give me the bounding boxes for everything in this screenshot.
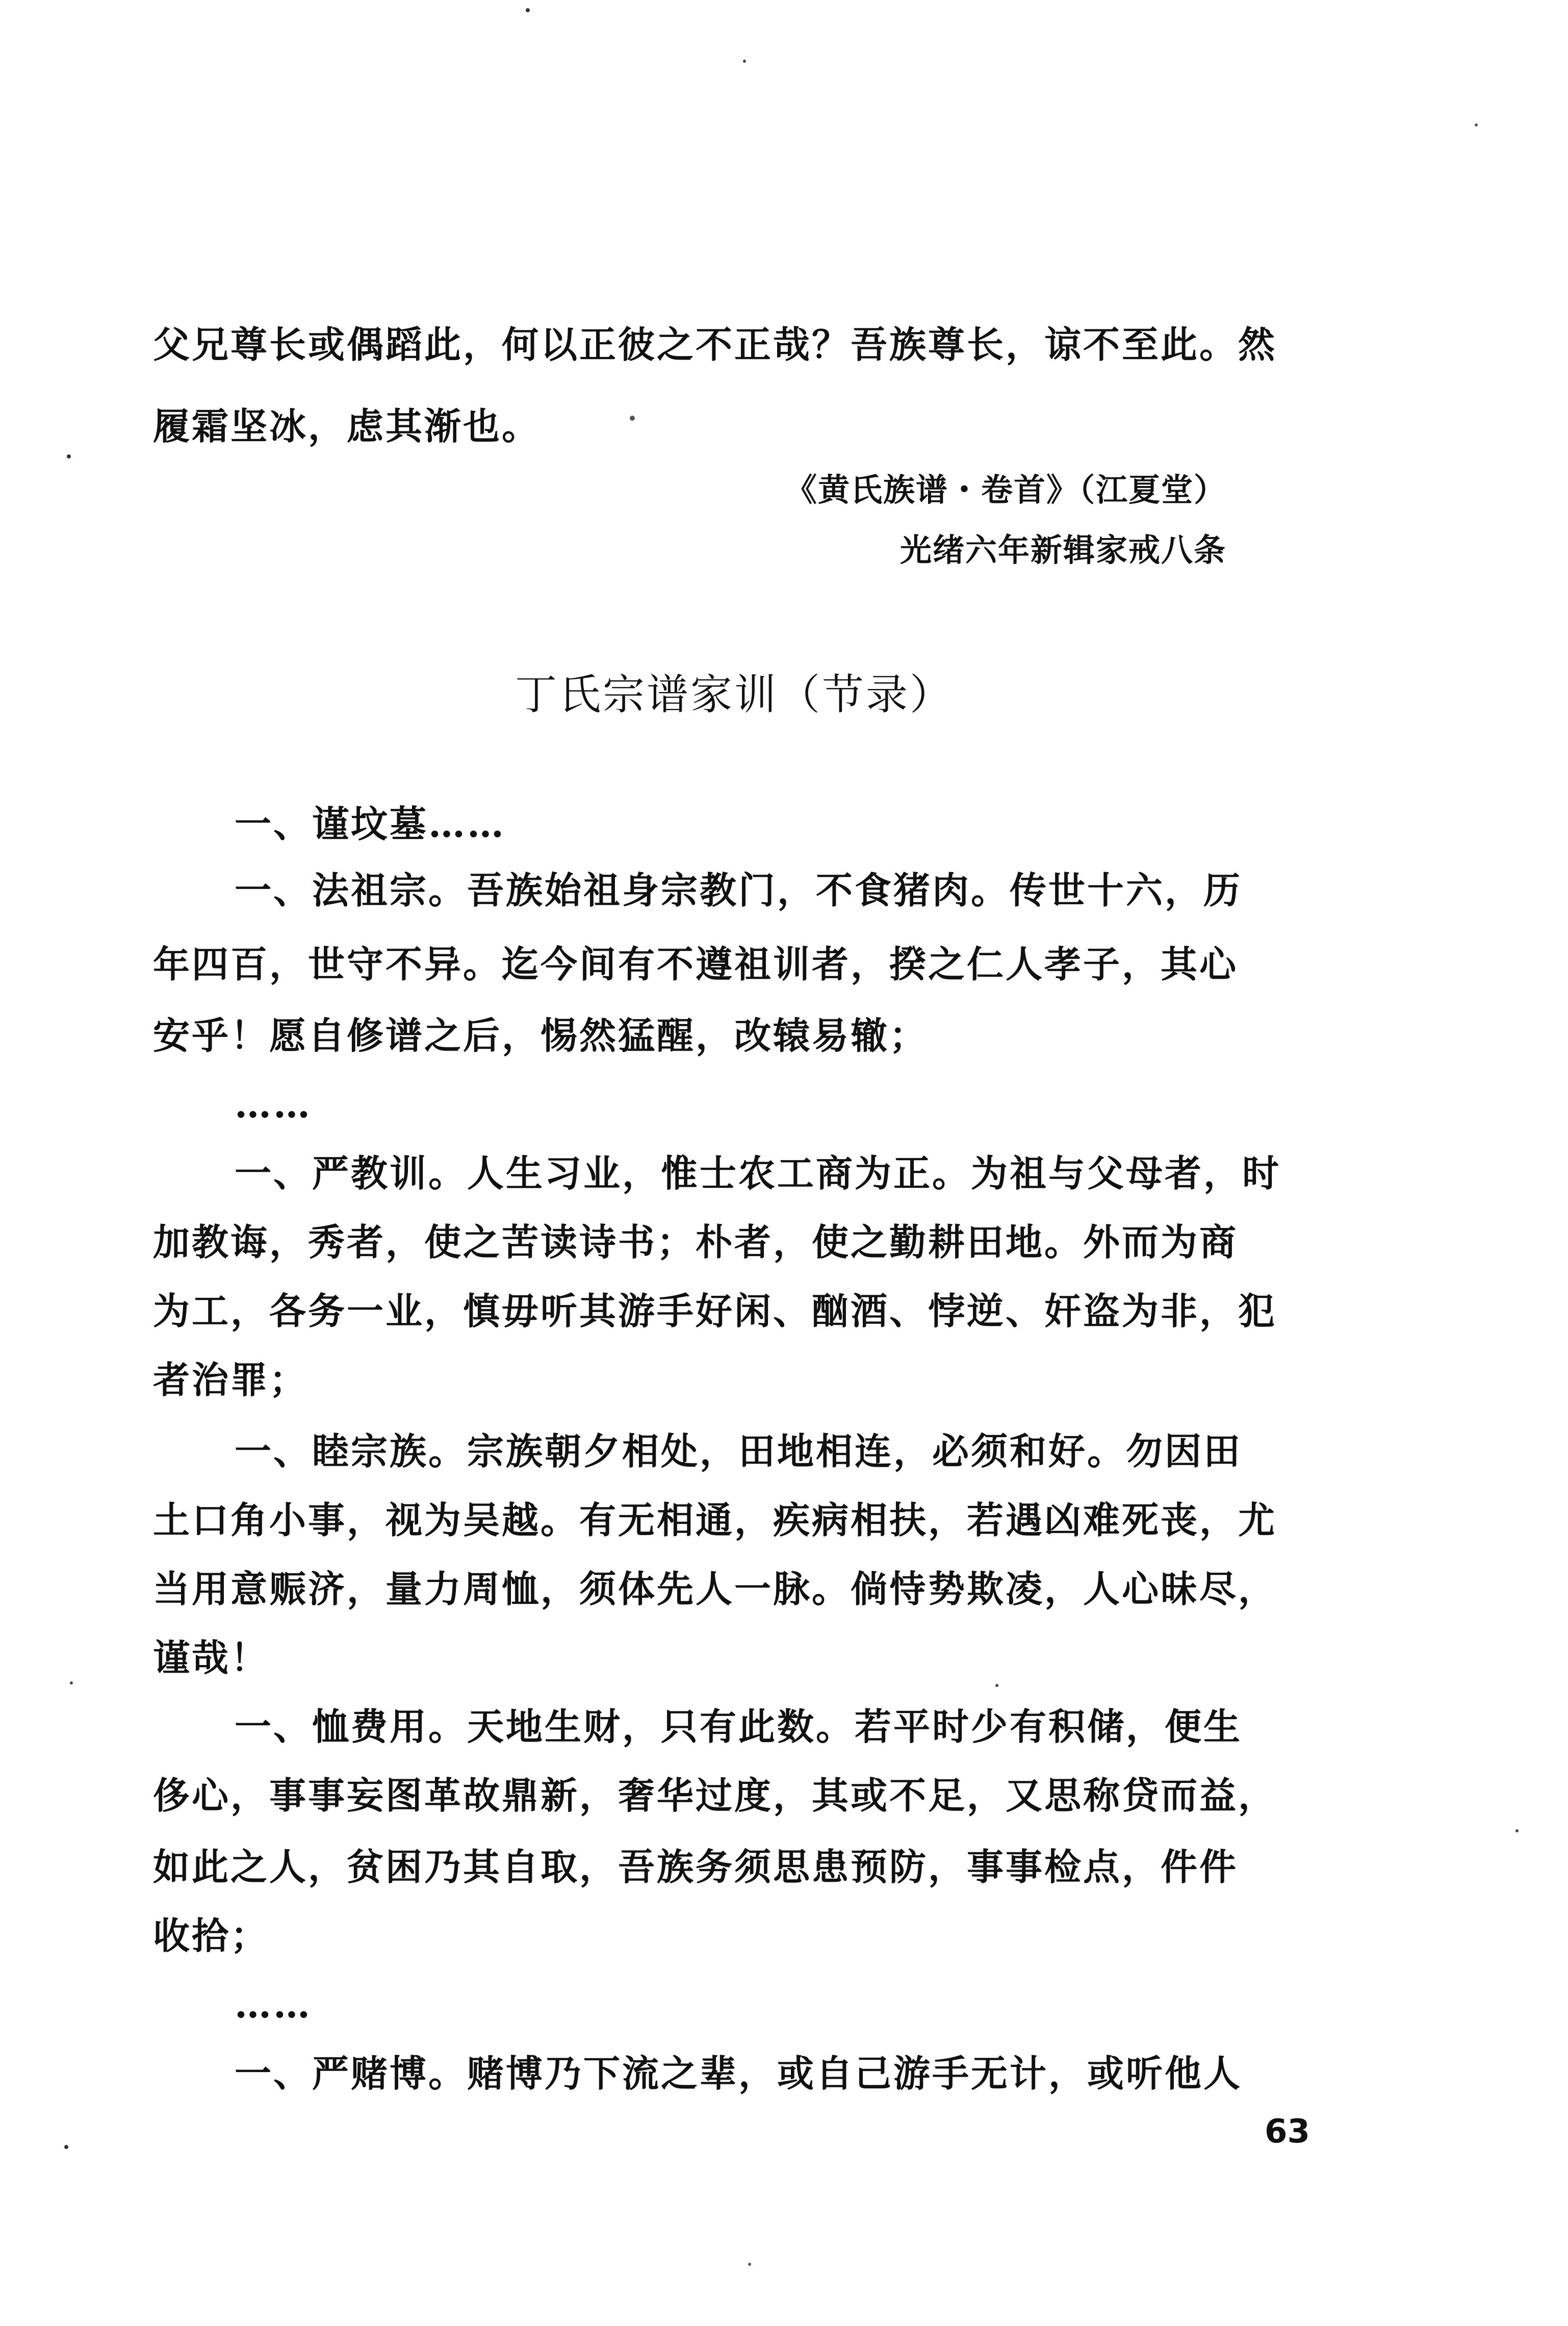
text-line: 安乎！愿自修谱之后，惕然猛醒，改辕易辙； [153,1014,929,1057]
ellipsis: …… [235,1083,312,1126]
text-line: 父兄尊长或偶蹈此，何以正彼之不正哉？吾族尊长，谅不至此。然 [153,323,1277,366]
page-number: 63 [1265,2113,1310,2151]
text-line: 谨哉！ [153,1636,270,1679]
text-line: 当用意赈济，量力周恤，须体先人一脉。倘恃势欺凌，人心昧尽， [153,1567,1277,1611]
text-line: 收拾； [153,1914,270,1957]
text-line: 履霜坚冰，虑其渐也。 [153,404,541,448]
ellipsis: …… [235,1983,312,2026]
source-citation: 《黄氏族谱・卷首》（江夏堂） [785,471,1227,508]
text-line: 一、睦宗族。宗族朝夕相处，田地相连，必须和好。勿因田 [235,1429,1243,1473]
text-line: 如此之人，贫困乃其自取，吾族务须思患预防，事事检点，件件 [153,1845,1239,1888]
source-subtitle: 光绪六年新辑家戒八条 [900,531,1227,569]
text-line: 一、严赌博。赌博乃下流之辈，或自己游手无计，或听他人 [235,2052,1243,2095]
section-title: 丁氏宗谱家训（节录） [515,671,954,719]
text-line: 一、谨坟墓…… [235,802,506,846]
text-line: 加教诲，秀者，使之苦读诗书；朴者，使之勤耕田地。外而为商 [153,1220,1239,1264]
text-line: 侈心，事事妄图革故鼎新，奢华过度，其或不足，又思称贷而益， [153,1774,1277,1817]
text-line: 一、法祖宗。吾族始祖身宗教门，不食猪肉。传世十六，历 [235,868,1243,912]
text-line: 为工，各务一业，慎毋听其游手好闲、酗酒、悖逆、奸盗为非，犯 [153,1289,1277,1333]
text-line: 年四百，世守不异。迄今间有不遵祖训者，揆之仁人孝子，其心 [153,942,1239,986]
text-line: 土口角小事，视为吴越。有无相通，疾病相扶，若遇凶难死丧，尤 [153,1498,1277,1542]
text-line: 一、恤费用。天地生财，只有此数。若平时少有积储，便生 [235,1705,1243,1748]
text-line: 一、严教训。人生习业，惟士农工商为正。为祖与父母者，时 [235,1152,1281,1195]
text-line: 者治罪； [153,1358,309,1401]
